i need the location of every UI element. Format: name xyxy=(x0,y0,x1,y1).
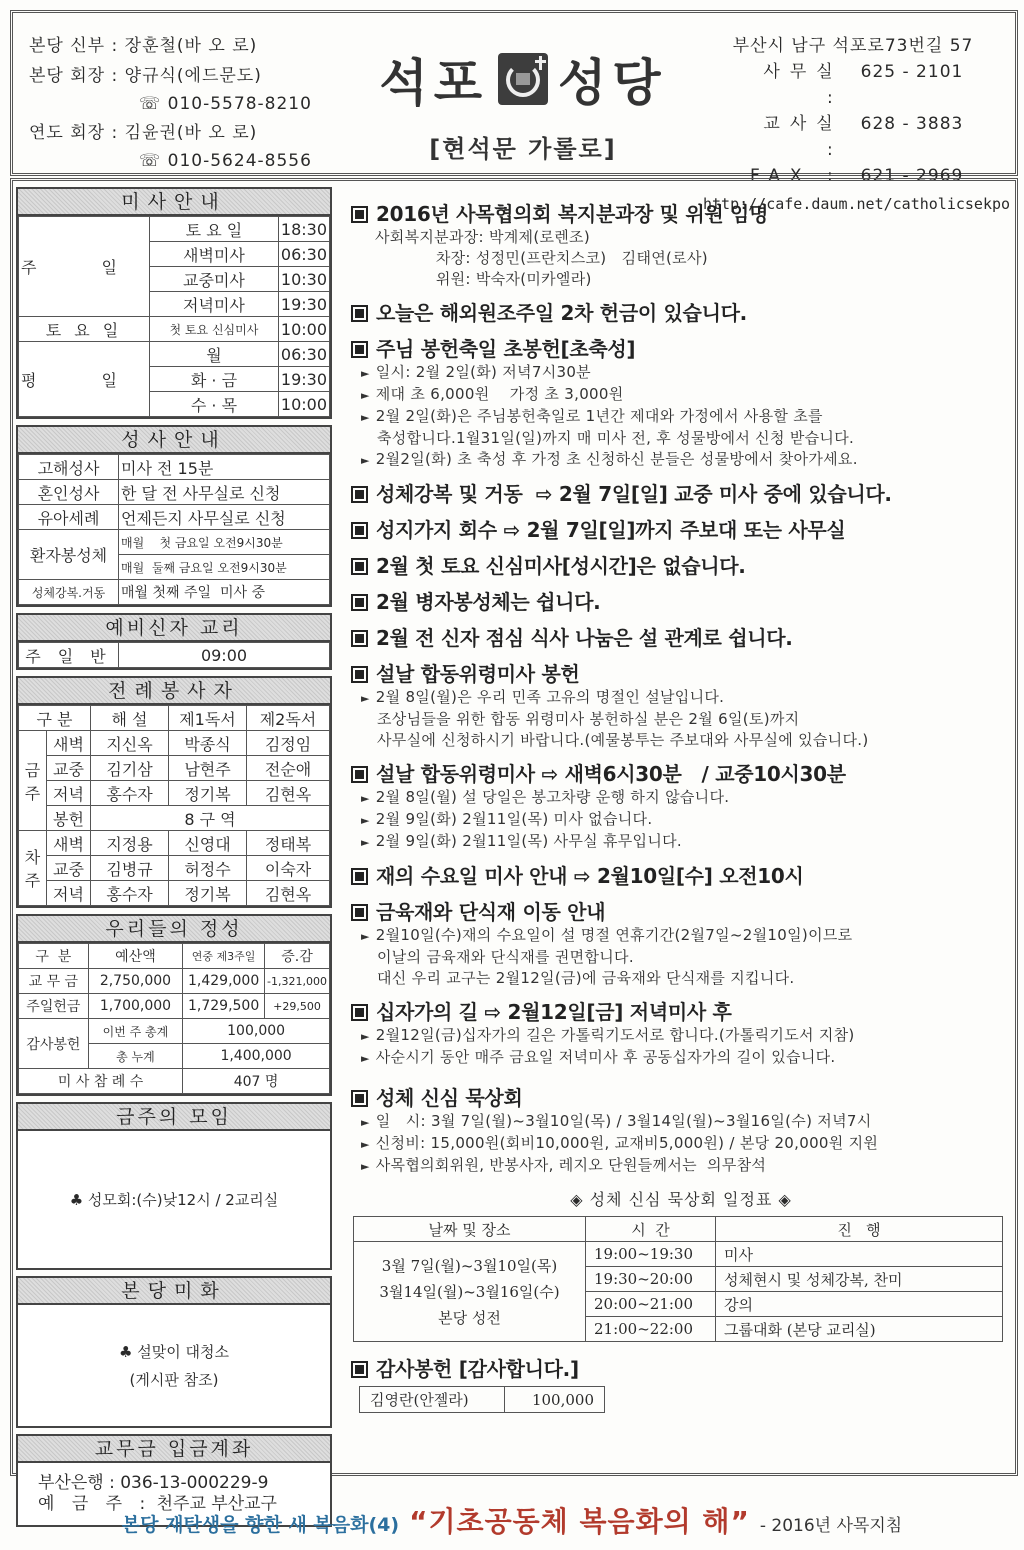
patron-saint: [현석문 가롤로] xyxy=(429,135,617,163)
table-row: 금 주 새벽 지신옥 박종식 김정임 xyxy=(19,731,330,756)
table-header-row: 날짜 및 장소 시 간 진 행 xyxy=(354,1217,1003,1242)
table-row: 저녁 홍수자 정기복 김현옥 xyxy=(19,781,330,806)
square-bullet-icon xyxy=(351,630,368,647)
table-row: 교중 김기삼 남현주 전순애 xyxy=(19,756,330,781)
contact-office: 사무실 : 625 - 2101 xyxy=(763,62,964,108)
triangle-bullet-icon: ► xyxy=(361,814,370,827)
table-row: 봉헌 8 구 역 xyxy=(19,806,330,831)
table-header-row: 구 분 해 설 제1독서 제2독서 xyxy=(19,706,330,731)
table-header-row: 구 분 예산액 연중 제3주일 증.감 xyxy=(19,944,330,969)
staff-info xyxy=(29,31,312,175)
table-row: 화 · 금 19:30 xyxy=(19,367,330,392)
table-row: 토 요 일 첫 토요 신심미사 10:00 xyxy=(19,317,330,342)
triangle-bullet-icon: ► xyxy=(361,836,370,849)
square-bullet-icon xyxy=(351,666,368,683)
table-row: 19:30~20:00 성체현시 및 성체강복, 찬미 xyxy=(354,1267,1003,1292)
pastoral-motto-footer xyxy=(0,1500,1024,1540)
triangle-bullet-icon: ► xyxy=(361,692,370,705)
catechumen-box xyxy=(16,613,332,670)
triangle-bullet-icon: ► xyxy=(361,367,370,380)
square-bullet-icon xyxy=(351,341,368,358)
offerings-table xyxy=(18,943,330,1094)
square-bullet-icon xyxy=(351,206,368,223)
yeondo-label: 연도 회장 : xyxy=(29,123,119,143)
notice-palm-return: 성지가지 회수 ⇨ 2월 7일[일]까지 주보대 또는 사무실 xyxy=(351,517,1011,543)
cafe-url-link[interactable]: http://cafe.daum.net/catholicsekpo xyxy=(703,195,1011,213)
ministers-title: 전례봉사자 xyxy=(18,678,330,705)
square-bullet-icon xyxy=(351,766,368,783)
square-bullet-icon xyxy=(351,594,368,611)
meeting-item: ♣ 성모회:(수)낮12시 / 2교리실 xyxy=(69,1190,279,1209)
table-row: 3월 7일(월)~3월10일(목) 3월14일(월)~3월16일(수) 본당 성전 19:00~19:30 미사 xyxy=(354,1242,1003,1267)
catechumen-table xyxy=(18,642,330,668)
square-bullet-icon xyxy=(351,305,368,322)
table-row: 새벽미사 06:30 xyxy=(19,242,330,267)
thanks-offering-table xyxy=(359,1386,605,1413)
priest-name: 장훈철(바 오 로) xyxy=(124,36,258,56)
motto-suffix: - 2016년 사목지침 xyxy=(759,1516,903,1536)
account-title: 교무금 입금계좌 xyxy=(18,1436,330,1463)
ministers-box xyxy=(16,676,332,908)
square-bullet-icon xyxy=(351,486,368,503)
contact-teacher-room: 교사실 : 628 - 3883 xyxy=(763,114,964,160)
priest-label: 본당 신부 : xyxy=(29,36,119,56)
square-bullet-icon xyxy=(351,1090,368,1107)
notice-lunch: 2월 전 신자 점심 식사 나눔은 설 관계로 쉽니다. xyxy=(351,625,1011,651)
table-row: 미 사 참 례 수 407 명 xyxy=(19,1069,330,1094)
table-row: 유아세례 언제든지 사무실로 신청 xyxy=(19,505,330,530)
sacrament-table xyxy=(18,454,330,605)
table-row: 성체강복.거동 매월 첫째 주일 미사 중 xyxy=(19,580,330,605)
table-row: 수 · 목 10:00 xyxy=(19,392,330,417)
beautify-box xyxy=(16,1276,332,1428)
notice-benediction: 성체강복 및 거동 ⇨ 2월 7일[일] 교중 미사 중에 있습니다. xyxy=(351,481,1011,507)
notice-new-year-requiem: 설날 합동위령미사 봉헌 ► 2월 8일(월)은 우리 민족 고유의 명절인 설날입니다. 조상님들을 위한 합동 위령미사 봉헌하실 분은 2월 6일(토)까지 사무실에 신청하시기 바랍니다.(예물봉투는 주보대와 사무실에 있습니다.) xyxy=(351,661,1011,751)
triangle-bullet-icon: ► xyxy=(361,389,370,402)
meetings-title: 금주의 모임 xyxy=(18,1104,330,1131)
table-row: 매월 둘째 금요일 오전9시30분 xyxy=(19,555,330,580)
triangle-bullet-icon: ► xyxy=(361,454,370,467)
triangle-bullet-icon: ► xyxy=(361,792,370,805)
sacrament-title: 성사안내 xyxy=(18,427,330,454)
triangle-bullet-icon: ► xyxy=(361,1138,370,1151)
meetings-box xyxy=(16,1102,332,1270)
president-name: 양규식(에드문도) xyxy=(124,66,262,86)
church-name-part1: 석포 xyxy=(379,54,488,112)
square-bullet-icon xyxy=(351,904,368,921)
notice-ash-wednesday: 재의 수요일 미사 안내 ⇨ 2월10일[수] 오전10시 xyxy=(351,863,1011,889)
motto-prefix: 본당 재탄생을 향한 새 복음화(4) xyxy=(121,1514,400,1536)
offerings-title: 우리들의 정성 xyxy=(18,916,330,943)
notice-thanks-offering: 감사봉헌 [감사합니다.] 김영란(안젤라) 100,000 xyxy=(351,1356,1011,1413)
address: 부산시 남구 석포로73번길 57 xyxy=(732,36,974,56)
table-row: 차 주 새벽 지정용 신영대 정태복 xyxy=(19,831,330,856)
president-label: 본당 회장 : xyxy=(29,66,119,86)
notice-sick-communion: 2월 병자봉성체는 쉽니다. xyxy=(351,589,1011,615)
notice-requiem-times: 설날 합동위령미사 ⇨ 새벽6시30분 / 교중10시30분 ► 2월 8일(월) 설 당일은 봉고차량 운행 하지 않습니다. ► 2월 9일(화) 2월11일(목) 미사 없습니다. ► 2월 9일(화) 2월11일(목) 사무실 휴무입니다. xyxy=(351,761,1011,853)
notice-fasting: 금육재와 단식재 이동 안내 ► 2월10일(수)재의 수요일이 설 명절 연휴기간(2월7일~2월10일)이므로 이날의 금육재와 단식재를 권면합니다. 대신 우리 교구는 2월12일(금)에 금육재와 단식재를 지킵니다. xyxy=(351,899,1011,989)
notice-first-saturday: 2월 첫 토요 신심미사[성시간]은 없습니다. xyxy=(351,553,1011,579)
square-bullet-icon xyxy=(351,868,368,885)
catechumen-title: 예비신자 교리 xyxy=(18,615,330,642)
motto-main: “기초공동체 복음화의 해” xyxy=(409,1505,750,1538)
account-holder: 예 금 주 : 천주교 부산교구 xyxy=(38,1494,277,1514)
table-row: 주 일 토 요 일 18:30 xyxy=(19,217,330,242)
table-row: 교중 김병규 허정수 이숙자 xyxy=(19,856,330,881)
notice-appointment: 2016년 사목협의회 복지분과장 및 위원 임명 사회복지분과장: 박계제(로렌조) 차장: 성정민(프란치스코) 김태연(로사) 위원: 박숙자(미카엘라) xyxy=(351,201,1011,290)
table-row: 감사봉헌 이번 주 총계 100,000 xyxy=(19,1019,330,1044)
beautify-title: 본당미화 xyxy=(18,1278,330,1305)
left-sidebar xyxy=(16,187,332,1533)
notice-eucharist-retreat: 성체 신심 묵상회 ► 일 시: 3월 7일(월)~3월10일(목) / 3월14일(월)~3월16일(수) 저녁7시 ► 신청비: 15,000원(회비10,000원, 교재비5,000원) / 본당 20,000원 지원 ► 사목협의회위원, 반봉사자, 레지오 단원들께서는 의무참석 xyxy=(351,1085,1011,1177)
table-row: 20:00~21:00 강의 xyxy=(354,1292,1003,1317)
square-bullet-icon xyxy=(351,1361,368,1378)
church-title-block xyxy=(373,43,673,164)
bank-account: 부산은행 : 036-13-000229-9 xyxy=(38,1473,269,1493)
mass-schedule-title: 미사안내 xyxy=(18,189,330,216)
table-row: 고해성사 미사 전 15분 xyxy=(19,455,330,480)
offerings-box xyxy=(16,914,332,1096)
president-phone: ☏ 010-5578-8210 xyxy=(139,94,312,114)
contact-fax: FAX : 621 - 2969 xyxy=(750,166,964,186)
sacrament-box xyxy=(16,425,332,607)
triangle-bullet-icon: ► xyxy=(361,1160,370,1173)
table-row: 혼인성사 한 달 전 사무실로 신청 xyxy=(19,480,330,505)
table-row: 주일헌금 1,700,000 1,729,500 +29,500 xyxy=(19,994,330,1019)
triangle-bullet-icon: ► xyxy=(361,1030,370,1043)
ministers-table xyxy=(18,705,330,906)
bulletin-body xyxy=(10,178,1018,1514)
table-row: 저녁 홍수자 정기복 김현옥 xyxy=(19,881,330,906)
table-row: 주 일 반 09:00 xyxy=(19,643,330,668)
table-row: 환자봉성체 매월 첫 금요일 오전9시30분 xyxy=(19,530,330,555)
notice-overseas-aid: 오늘은 해외원조주일 2차 헌금이 있습니다. xyxy=(351,300,1011,326)
table-row: 저녁미사 19:30 xyxy=(19,292,330,317)
yeondo-name: 김윤권(바 오 로) xyxy=(124,123,258,143)
retreat-schedule-table xyxy=(353,1216,1003,1342)
triangle-bullet-icon: ► xyxy=(361,1116,370,1129)
church-logo-icon xyxy=(498,53,548,105)
beautify-line2: (게시판 참조) xyxy=(129,1370,219,1389)
mass-schedule-table xyxy=(18,216,330,417)
square-bullet-icon xyxy=(351,558,368,575)
notices-column xyxy=(351,201,1011,1423)
square-bullet-icon xyxy=(351,522,368,539)
table-row: 21:00~22:00 그룹대화 (본당 교리실) xyxy=(354,1317,1003,1342)
triangle-bullet-icon: ► xyxy=(361,411,370,424)
square-bullet-icon xyxy=(351,1004,368,1021)
yeondo-phone: ☏ 010-5624-8556 xyxy=(139,151,312,171)
church-name-part2: 성당 xyxy=(558,54,667,112)
triangle-bullet-icon: ► xyxy=(361,930,370,943)
retreat-schedule-title: ◈ 성체 신심 묵상회 일정표 ◈ xyxy=(570,1190,792,1209)
table-row: 총 누계 1,400,000 xyxy=(19,1044,330,1069)
table-row: 김영란(안젤라) 100,000 xyxy=(360,1387,605,1413)
notice-candlemas: 주님 봉헌축일 초봉헌[초축성] ► 일시: 2월 2일(화) 저녁7시30분 ► 제대 초 6,000원 가정 초 3,000원 ► 2월 2일(화)은 주님봉헌축일로 1년간 제대와 가정에서 사용할 초를 축성합니다.1월31일(일)까지 매 미사 전, 후 성물방에서 신청 받습니다. ► 2월2일(화) 초 축성 후 가정 초 신청하신 분들은 성물방에서 찾아가세요. xyxy=(351,336,1011,471)
triangle-bullet-icon: ► xyxy=(361,1052,370,1065)
church-name xyxy=(373,43,673,115)
table-row: 평 일 월 06:30 xyxy=(19,342,330,367)
mass-schedule-box xyxy=(16,187,332,419)
notice-stations-of-cross: 십자가의 길 ⇨ 2월12일[금] 저녁미사 후 ► 2월12일(금)십자가의 길은 가톨릭기도서로 합니다.(가톨릭기도서 지참) ► 사순시기 동안 매주 금요일 저녁미사 후 공동십자가의 길이 있습니다. xyxy=(351,999,1011,1069)
table-row: 교 무 금 2,750,000 1,429,000 -1,321,000 xyxy=(19,969,330,994)
table-row: 교중미사 10:30 xyxy=(19,267,330,292)
beautify-line1: ♣ 설맞이 대청소 xyxy=(119,1342,229,1361)
